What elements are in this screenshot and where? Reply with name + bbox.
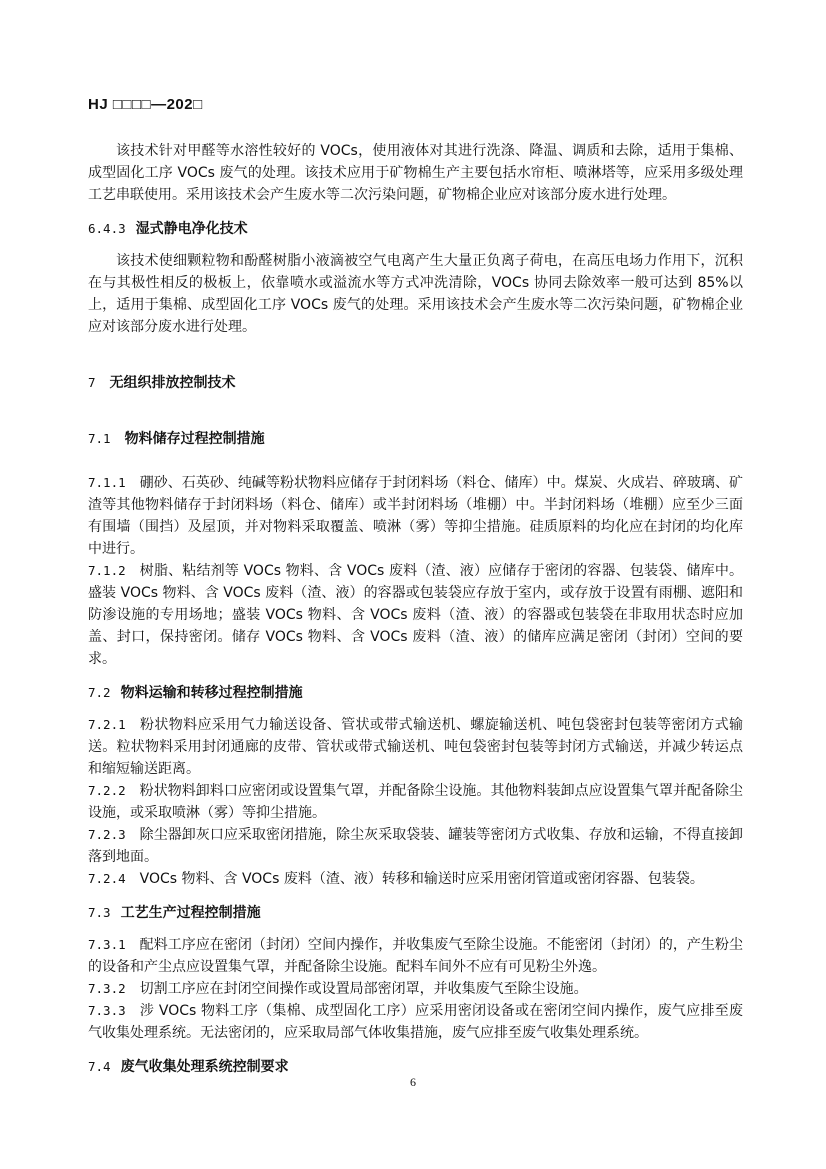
heading-7-2 bbox=[88, 682, 743, 704]
clause-number: 7.3.2 bbox=[88, 981, 126, 996]
page-number: 6 bbox=[410, 1075, 416, 1089]
heading-number: 7 bbox=[88, 375, 96, 390]
heading-number: 7.2 bbox=[88, 685, 111, 700]
paragraph-intro: 该技术针对甲醛等水溶性较好的 VOCs，使用液体对其进行洗涤、降温、调质和去除，适用于集棉、成型固化工序 VOCs 废气的处理。该技术应用于矿物棉生产主要包括水帘柜、喷淋塔等，应采用多级处理工艺串联使用。采用该技术会产生废水等二次污染问题，矿物棉企业应对该部分废水进行处理。 bbox=[88, 143, 743, 203]
heading-title: 无组织排放控制技术 bbox=[109, 375, 236, 391]
clause-number: 7.2.2 bbox=[88, 783, 126, 798]
heading-title: 湿式静电净化技术 bbox=[135, 221, 248, 237]
clause-text: 粉状物料应采用气力输送设备、管状或带式输送机、螺旋输送机、吨包袋密封包装等密闭方式输送。粒状物料采用封闭通廊的皮带、管状或带式输送机、吨包袋密封包装等封闭方式输送，并减少转运点和缩短输送距离。 bbox=[88, 717, 743, 777]
clause-text: 粉状物料卸料口应密闭或设置集气罩，并配备除尘设施。其他物料装卸点应设置集气罩并配备除尘设施，或采取喷淋（雾）等抑尘措施。 bbox=[88, 783, 743, 821]
heading-title: 废气收集处理系统控制要求 bbox=[120, 1059, 289, 1075]
heading-title: 物料运输和转移过程控制措施 bbox=[120, 685, 303, 701]
heading-7-1 bbox=[88, 428, 743, 450]
clause-number: 7.2.4 bbox=[88, 871, 126, 886]
paragraph-6-4-3: 该技术使细颗粒物和酚醛树脂小液滴被空气电离产生大量正负离子荷电，在高压电场力作用下，沉积在与其极性相反的极板上，依靠喷水或溢流水等方式冲洗清除，VOCs 协同去除效率一般可达到 85%以上，适用于集棉、成型固化工序 VOCs 废气的处理。采用该技术会产生废水等二次污染问题，矿物棉企业应对该部分废水进行处理。 bbox=[88, 253, 743, 335]
clause-number: 7.2.3 bbox=[88, 827, 126, 842]
heading-number: 7.4 bbox=[88, 1059, 111, 1074]
clause-number: 7.3.1 bbox=[88, 937, 126, 952]
clause-text: 硼砂、石英砂、纯碱等粉状物料应储存于封闭料场（料仓、储库）中。煤炭、火成岩、碎玻璃、矿渣等其他物料储存于封闭料场（料仓、储库）或半封闭料场（堆棚）中。半封闭料场（堆棚）应至少三面有围墙（围挡）及屋顶，并对物料采取覆盖、喷淋（雾）等抑尘措施。硅质原料的均化应在封闭的均化库中进行。 bbox=[88, 475, 743, 557]
heading-number: 7.1 bbox=[88, 431, 111, 446]
clause-number: 7.1.1 bbox=[88, 475, 126, 490]
heading-number: 7.3 bbox=[88, 905, 111, 920]
heading-title: 物料储存过程控制措施 bbox=[124, 431, 265, 447]
clause-text: VOCs 物料、含 VOCs 废料（渣、液）转移和输送时应采用密闭管道或密闭容器、包装袋。 bbox=[139, 871, 704, 887]
clause-text: 除尘器卸灰口应采取密闭措施，除尘灰采取袋装、罐装等密闭方式收集、存放和运输，不得直接卸落到地面。 bbox=[88, 827, 743, 865]
clause-number: 7.3.3 bbox=[88, 1003, 126, 1018]
clause-7-3-2 bbox=[88, 978, 743, 1000]
heading-title: 工艺生产过程控制措施 bbox=[120, 905, 261, 921]
clause-7-1-1 bbox=[88, 472, 743, 560]
clause-7-2-1 bbox=[88, 714, 743, 780]
clause-7-1-2 bbox=[88, 560, 743, 670]
clause-text: 树脂、粘结剂等 VOCs 物料、含 VOCs 废料（渣、液）应储存于密闭的容器、包装袋、储库中。盛装 VOCs 物料、含 VOCs 废料（渣、液）的容器或包装袋应存放于室内，或存放于设置有雨棚、遮阳和防渗设施的专用场地；盛装 VOCs 物料、含 VOCs 废料（渣、液）的容器或包装袋在非取用状态时应加盖、封口，保持密闭。储存 VOCs 物料、含 VOCs 废料（渣、液）的储库应满足密闭（封闭）空间的要求。 bbox=[88, 563, 743, 667]
clause-text: 切割工序应在封闭空间操作或设置局部密闭罩，并收集废气至除尘设施。 bbox=[139, 981, 588, 997]
clause-number: 7.2.1 bbox=[88, 717, 126, 732]
clause-7-3-1 bbox=[88, 934, 743, 978]
clause-7-2-3 bbox=[88, 824, 743, 868]
clause-number: 7.1.2 bbox=[88, 563, 126, 578]
heading-6-4-3 bbox=[88, 218, 743, 240]
clause-7-2-2 bbox=[88, 780, 743, 824]
heading-number: 6.4.3 bbox=[88, 221, 126, 236]
clause-text: 配料工序应在密闭（封闭）空间内操作，并收集废气至除尘设施。不能密闭（封闭）的，产生粉尘的设备和产尘点应设置集气罩，并配备除尘设施。配料车间外不应有可见粉尘外逸。 bbox=[88, 937, 743, 975]
heading-7 bbox=[88, 372, 743, 394]
clause-7-3-3 bbox=[88, 1000, 743, 1044]
clause-7-2-4 bbox=[88, 868, 743, 890]
standard-code-header: HJ □□□□—202□ bbox=[88, 96, 203, 113]
document-body bbox=[88, 140, 743, 1088]
clause-text: 涉 VOCs 物料工序（集棉、成型固化工序）应采用密闭设备或在密闭空间内操作，废气应排至废气收集处理系统。无法密闭的，应采取局部气体收集措施，废气应排至废气收集处理系统。 bbox=[88, 1003, 743, 1041]
heading-7-3 bbox=[88, 902, 743, 924]
